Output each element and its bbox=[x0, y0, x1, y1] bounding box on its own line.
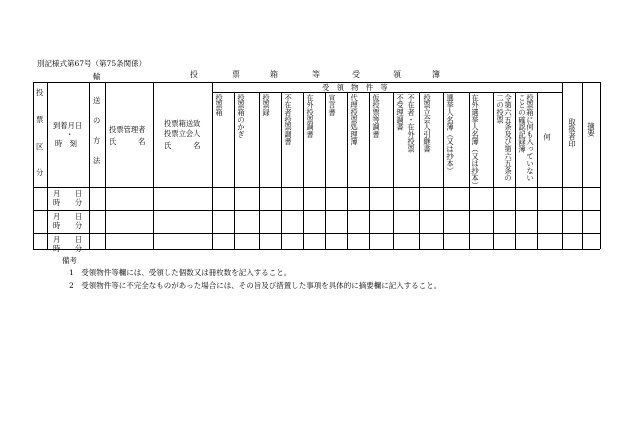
row-rule bbox=[33, 249, 600, 250]
district-label-char: 分 bbox=[36, 168, 44, 177]
item-column-label: 宣言書 bbox=[328, 94, 337, 116]
note-item-2: 2 受領物件等に不完全なものがあった場合には、その旨及び措置した事項を具体的に摘要欄に記入すること。 bbox=[69, 281, 442, 290]
row-time: 時 分 bbox=[53, 244, 83, 253]
item-column-label: 仮投票等調書 bbox=[372, 94, 381, 138]
column-rule bbox=[369, 92, 370, 249]
arrival-time-label: 時 刻 bbox=[55, 139, 77, 148]
column-rule bbox=[600, 82, 601, 249]
column-rule bbox=[419, 92, 420, 249]
item-column-label: 不在者投票調書 bbox=[284, 94, 293, 146]
note-item-1: 1 受領物件等欄には、受領した個数又は冊枚数を記入すること。 bbox=[69, 268, 292, 277]
arrival-dot: ・ bbox=[66, 130, 74, 139]
item-column-label: 在外投票調書 bbox=[306, 94, 315, 138]
form-number: 別記様式第67号（第75条関係） bbox=[37, 59, 147, 68]
column-rule bbox=[443, 92, 444, 249]
item-column-label: 投票箱 bbox=[215, 94, 224, 116]
column-rule bbox=[493, 92, 494, 249]
column-rule bbox=[281, 92, 282, 249]
row-month-day: 月 日 bbox=[53, 212, 83, 221]
transport-label-char: 送 bbox=[93, 96, 101, 105]
remarks-label: 摘要 bbox=[587, 122, 596, 137]
district-label-char: 投 bbox=[36, 88, 44, 97]
column-rule bbox=[393, 92, 394, 249]
escort-name-label: 氏 名 bbox=[164, 141, 201, 150]
item-column-label: 不受理調書 bbox=[396, 94, 405, 131]
column-rule bbox=[212, 82, 213, 249]
item-column-label: 不在者・在外投票 bbox=[407, 94, 416, 153]
item-column-label: 投票録 bbox=[262, 94, 271, 116]
escort-label: 投票箱送致 bbox=[164, 119, 201, 128]
item-column-label: 投票箱のかぎ bbox=[237, 94, 246, 138]
item-column-label: 在外選挙人名簿（又は抄本） bbox=[471, 94, 480, 189]
column-rule bbox=[153, 82, 154, 249]
escort-witness-label: 投票立会人 bbox=[164, 129, 201, 138]
title-char: 領 bbox=[393, 70, 401, 79]
item-column-label: 令第六五条及び第六五条の二の投票 bbox=[496, 94, 513, 182]
row-time: 時 分 bbox=[53, 221, 83, 230]
column-rule bbox=[515, 92, 516, 249]
column-rule bbox=[537, 92, 538, 249]
item-column-label: 投票立会人引継書 bbox=[423, 94, 432, 153]
transport-label-char: 方 bbox=[93, 136, 101, 145]
row-time: 時 分 bbox=[53, 198, 83, 207]
row-month-day: 月 日 bbox=[53, 235, 83, 244]
title-char: 等 bbox=[312, 70, 320, 79]
title-char: 票 bbox=[232, 70, 240, 79]
district-label-char: 区 bbox=[36, 142, 44, 151]
column-rule bbox=[89, 82, 90, 249]
row-month-day: 月 日 bbox=[53, 189, 83, 198]
title-char: 受 bbox=[352, 70, 360, 79]
column-rule bbox=[47, 82, 48, 249]
item-column-label: 何 bbox=[543, 133, 552, 141]
column-rule bbox=[347, 92, 348, 249]
item-column-label: 選挙人名簿（又は抄本） bbox=[446, 94, 455, 175]
title-char: 簿 bbox=[432, 70, 440, 79]
receiver-stamp-label: 取扱者印 bbox=[568, 118, 577, 148]
transport-label-char: 輸 bbox=[93, 72, 101, 81]
column-rule bbox=[469, 92, 470, 249]
district-label-char: 票 bbox=[36, 115, 44, 124]
transport-label-char: 法 bbox=[93, 156, 101, 165]
column-rule bbox=[582, 82, 583, 249]
title-char: 箱 bbox=[270, 70, 278, 79]
transport-label-char: の bbox=[93, 116, 101, 125]
column-rule bbox=[325, 92, 326, 249]
manager-name-label: 氏 名 bbox=[109, 137, 146, 146]
column-rule bbox=[33, 82, 34, 249]
item-column-label: 投票箱に何も入っていないことの確認記録簿 bbox=[518, 94, 535, 182]
column-rule bbox=[234, 92, 235, 249]
notes-heading: 備考 bbox=[62, 256, 77, 265]
manager-label: 投票管理者 bbox=[109, 125, 146, 134]
column-rule bbox=[105, 82, 106, 249]
column-rule bbox=[562, 82, 563, 249]
arrival-label: 到着月日 bbox=[53, 121, 83, 130]
column-rule bbox=[259, 92, 260, 249]
title-char: 投 bbox=[190, 70, 198, 79]
group-header: 受 領 物 件 等 bbox=[322, 83, 388, 92]
table-top-rule bbox=[33, 82, 600, 83]
column-rule bbox=[303, 92, 304, 249]
item-column-label: 代理投票処理簿 bbox=[350, 94, 359, 146]
